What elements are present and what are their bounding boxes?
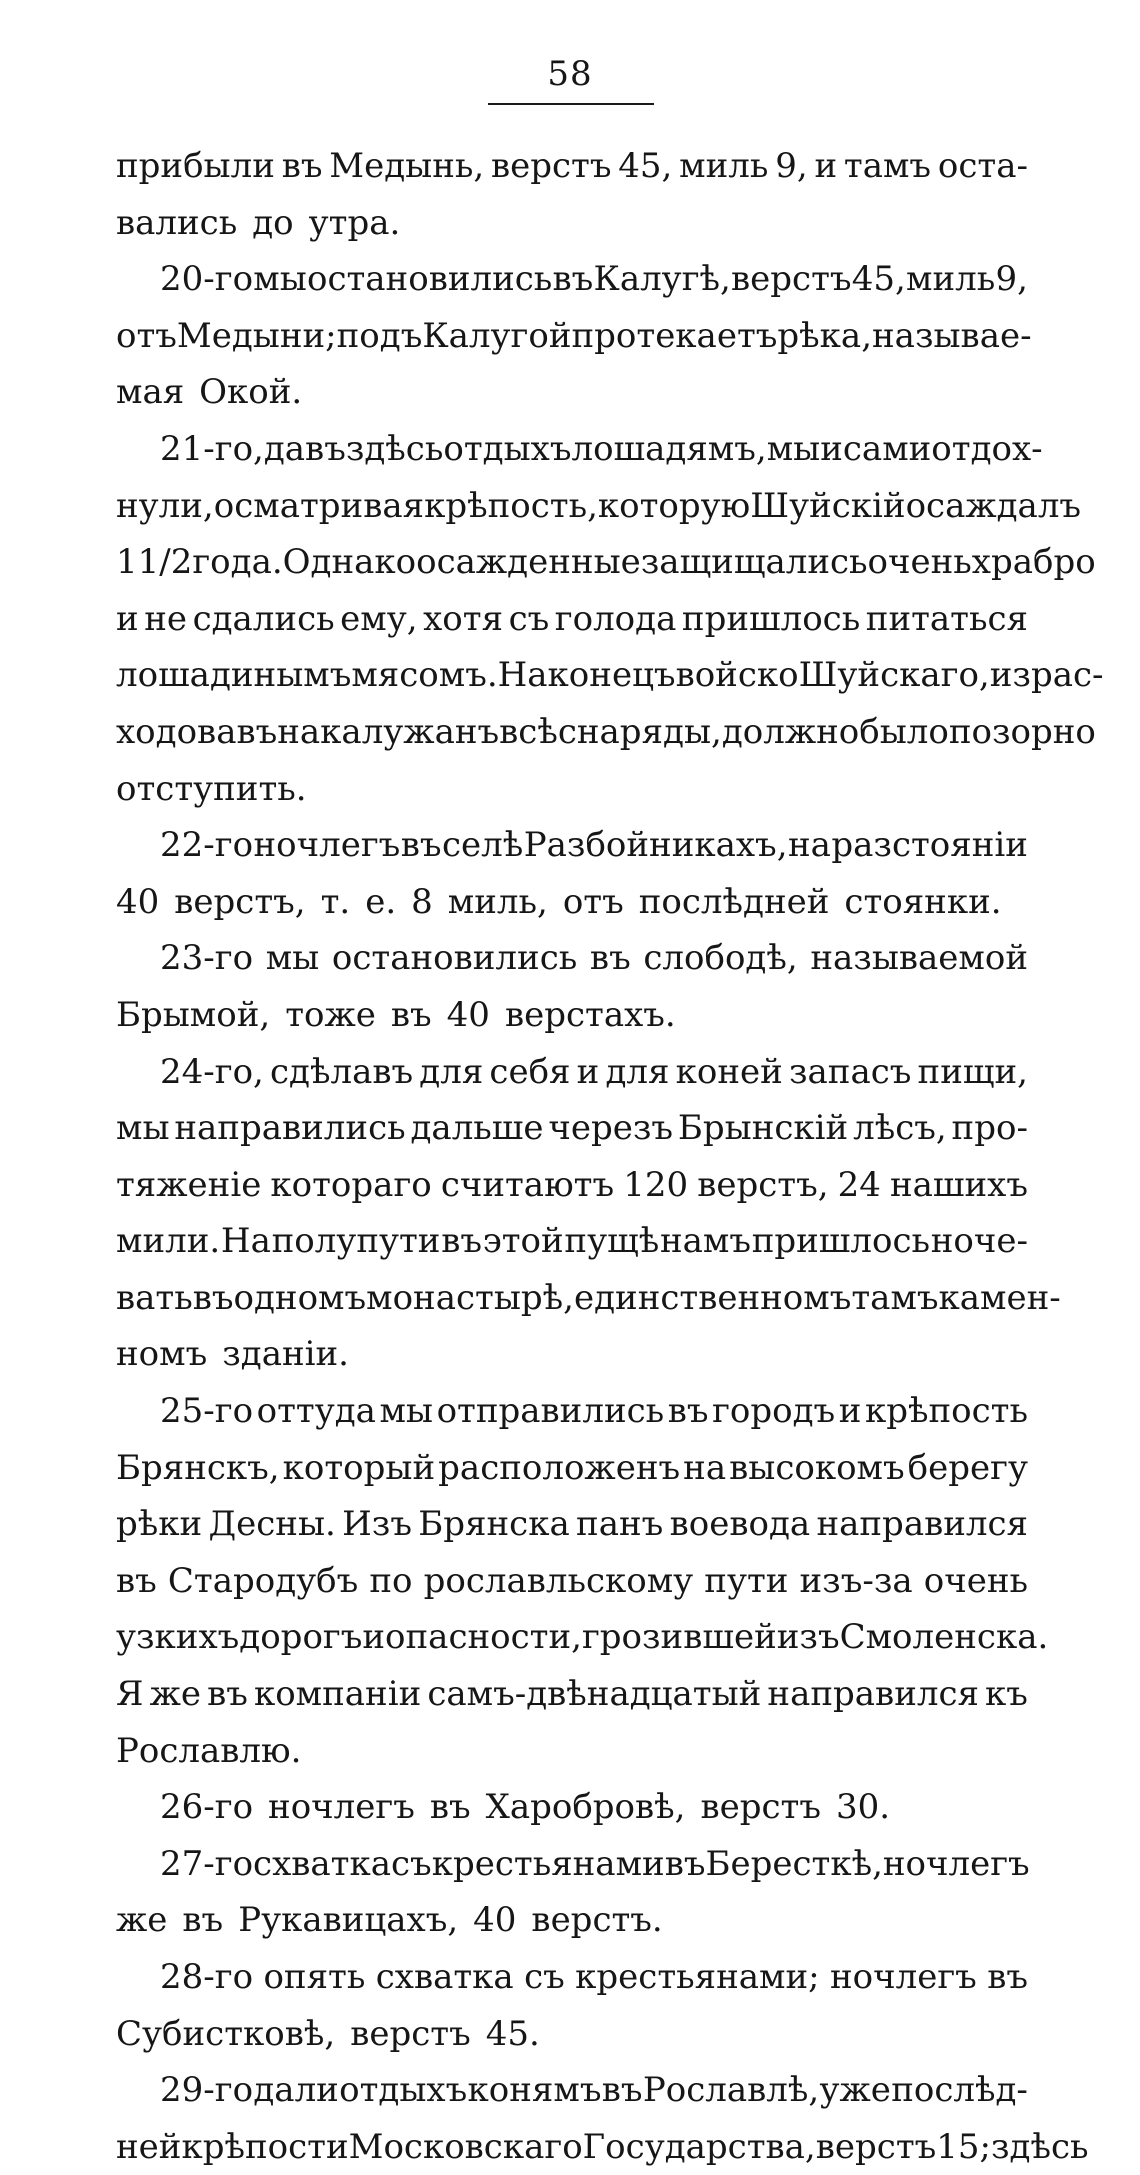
text-line: Рославлю. bbox=[116, 1730, 302, 1771]
page-number: 58 bbox=[547, 54, 593, 94]
text-line: 28-го опять схватка съ крестьянами; ночлегъ въ bbox=[160, 1957, 1028, 1997]
page-number-rule bbox=[488, 103, 654, 105]
text-line: 23-го мы остановились въ слободѣ, называемой bbox=[160, 938, 1028, 979]
text-line: прибыли въ Медынь, верстъ 45, миль 9, и тамъ оста- bbox=[116, 146, 1028, 186]
text-line: Брымой, тоже въ 40 верстахъ. bbox=[116, 994, 676, 1035]
text-line: вать въ одномъ монастырѣ, единственномъ тамъ камен- bbox=[116, 1277, 1061, 1318]
text-line: Брянскъ, который расположенъ на высокомъ берегу bbox=[116, 1447, 1028, 1488]
text-line: узкихъ дорогъ и опасности, грозившей изъ Смоленска. bbox=[116, 1617, 1049, 1658]
text-line: въ Стародубъ по рославльскому пути изъ-за очень bbox=[116, 1560, 1028, 1601]
text-line: же въ Рукавицахъ, 40 верстъ. bbox=[116, 1900, 663, 1941]
text-line: номъ зданіи. bbox=[116, 1334, 349, 1375]
text-line: мили. На полупути въ этой пущѣ намъ пришлось ноче- bbox=[116, 1221, 1028, 1262]
text-line: 1 1/2 года. Однако осажденные защищались очень храбро bbox=[116, 542, 1096, 583]
text-line: мы направились дальше черезъ Брынскій лѣсъ, про- bbox=[116, 1108, 1028, 1149]
text-line: отъ Медыни; подъ Калугой протекаетъ рѣка, называе- bbox=[116, 315, 1032, 356]
body-text bbox=[116, 138, 1104, 2175]
text-line: 27-го схватка съ крестьянами въ Бересткѣ, ночлегъ bbox=[160, 1843, 1030, 1884]
text-line: 26-го ночлегъ въ Харобровѣ, верстъ 30. bbox=[160, 1787, 891, 1828]
text-line: отступить. bbox=[116, 768, 307, 809]
text-line: 25-го оттуда мы отправились въ городъ и крѣпость bbox=[160, 1391, 1028, 1432]
text-line: Я же въ компаніи самъ-двѣнадцатый направился къ bbox=[116, 1674, 1028, 1715]
text-line: 40 верстъ, т. е. 8 миль, отъ послѣдней стоянки. bbox=[116, 881, 1002, 922]
text-line: Субистковѣ, верстъ 45. bbox=[116, 2013, 540, 2054]
text-line: 29-го дали отдыхъ конямъ въ Рославлѣ, уже послѣд- bbox=[160, 2070, 1028, 2111]
text-line: тяженіе котораго считаютъ 120 верстъ, 24 нашихъ bbox=[116, 1164, 1028, 1205]
text-line: лошадинымъ мясомъ. Наконецъ войско Шуйскаго, израс- bbox=[116, 655, 1104, 696]
text-line: рѣки Десны. Изъ Брянска панъ воевода направился bbox=[116, 1504, 1028, 1545]
text-line: ней крѣпости Московскаго Государства, верстъ 15; здѣсь bbox=[116, 2126, 1089, 2167]
text-line: 21-го, давъ здѣсь отдыхъ лошадямъ, мы и сами отдох- bbox=[160, 428, 1043, 469]
text-line: нули, осматривая крѣпость, которую Шуйскій осаждалъ bbox=[116, 485, 1082, 526]
text-line: 20-го мы остановились въ Калугѣ, верстъ 45, миль 9, bbox=[160, 259, 1028, 300]
text-line: 24-го, сдѣлавъ для себя и для коней запасъ пищи, bbox=[160, 1051, 1028, 1092]
text-line: ходовавъ на калужанъ всѣ снаряды, должно было позорно bbox=[116, 711, 1096, 752]
text-line: 22-го ночлегъ въ селѣ Разбойникахъ, на разстояніи bbox=[160, 825, 1028, 866]
text-line: вались до утра. bbox=[116, 202, 401, 243]
text-line: и не сдались ему, хотя съ голода пришлось питаться bbox=[116, 598, 1028, 639]
text-line: мая Окой. bbox=[116, 372, 303, 413]
